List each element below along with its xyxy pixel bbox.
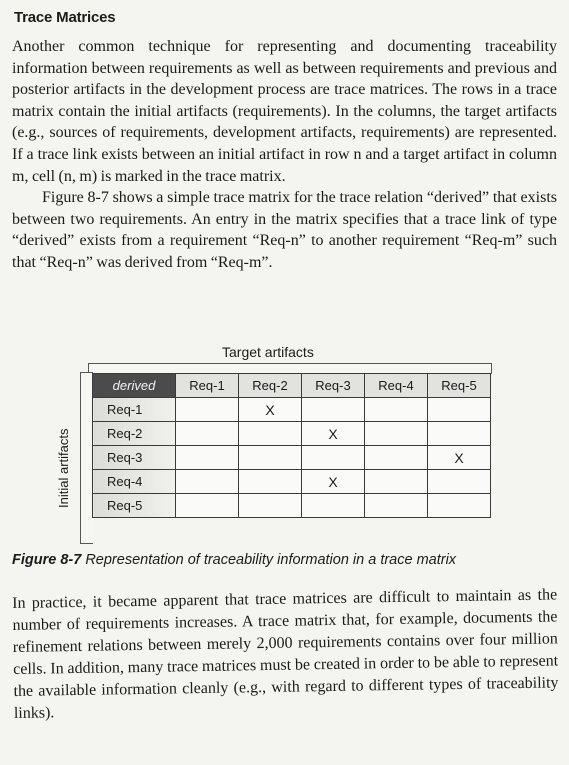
trace-matrix [92, 373, 491, 518]
row-header: Req-5 [93, 494, 176, 518]
matrix-cell [428, 494, 491, 518]
column-header: Req-2 [239, 374, 302, 398]
initial-artifacts-label: Initial artifacts [56, 428, 71, 508]
column-header: Req-4 [365, 374, 428, 398]
matrix-row [93, 470, 491, 494]
matrix-cell [428, 422, 491, 446]
matrix-cell: X [302, 470, 365, 494]
matrix-cell [365, 398, 428, 422]
intro-text [12, 36, 557, 274]
target-artifacts-label: Target artifacts [222, 344, 314, 360]
matrix-cell: X [302, 422, 365, 446]
matrix-cell [365, 494, 428, 518]
caption-label: Figure 8-7 [12, 552, 82, 568]
closing-text [12, 584, 559, 725]
matrix-row [93, 422, 491, 446]
column-header: Req-3 [302, 374, 365, 398]
matrix-cell [365, 422, 428, 446]
row-header: Req-2 [93, 422, 176, 446]
column-header: Req-1 [176, 374, 239, 398]
matrix-cell [365, 470, 428, 494]
row-header: Req-1 [93, 398, 176, 422]
matrix-cell [176, 470, 239, 494]
matrix-cell: X [239, 398, 302, 422]
matrix-cell: X [428, 446, 491, 470]
row-header: Req-4 [93, 470, 176, 494]
matrix-cell [176, 422, 239, 446]
matrix-cell [239, 422, 302, 446]
matrix-cell [239, 470, 302, 494]
matrix-row [93, 446, 491, 470]
caption-text: Representation of traceability information in a trace matrix [85, 552, 457, 568]
figure-caption [12, 552, 456, 568]
matrix-cell [302, 398, 365, 422]
paragraph-2: In practice, it became apparent that trace matrices are difficult to maintain as the number of requirements increases. A trace matrix that, for example, documents the refinement relations between merely 2,000 requirements contains over four million cells. In addition, many trace matrices must be created in order to be able to represent the available information cleanly (e.g., with regard to different types of traceability links). [12, 586, 559, 722]
matrix-cell [302, 494, 365, 518]
section-title: Trace Matrices [14, 9, 116, 26]
matrix-cell [428, 398, 491, 422]
matrix-row [93, 494, 491, 518]
matrix-cell [428, 470, 491, 494]
matrix-corner-derived: derived [93, 374, 176, 398]
matrix-cell [239, 446, 302, 470]
paragraph-1: Another common technique for representing and documenting traceability information between requirements as well as between requirements and previous and posterior artifacts in the development process are trace matrices. The rows in a trace matrix contain the initial artifacts (requirements). In the columns, the target artifacts (e.g., sources of requirements, development artifacts, requirements) are represented. If a trace link exists between an initial artifact in row n and a target artifact in column m, cell (n, m) is marked in the trace matrix. [12, 38, 557, 185]
matrix-cell [176, 398, 239, 422]
matrix-row [93, 398, 491, 422]
matrix-cell [176, 494, 239, 518]
matrix-cell [302, 446, 365, 470]
row-header: Req-3 [93, 446, 176, 470]
column-header: Req-5 [428, 374, 491, 398]
matrix-cell [176, 446, 239, 470]
paragraph-1b: Figure 8-7 shows a simple trace matrix for the trace relation “derived” that exists between two requirements. An entry in the matrix specifies that a trace link of type “derived” exists from a requirement “Req-n” to another requirement “Req-m” such that “Req-n” was derived from “Req-m”. [12, 189, 557, 271]
matrix-cell [365, 446, 428, 470]
matrix-header-row [93, 374, 491, 398]
matrix-cell [239, 494, 302, 518]
